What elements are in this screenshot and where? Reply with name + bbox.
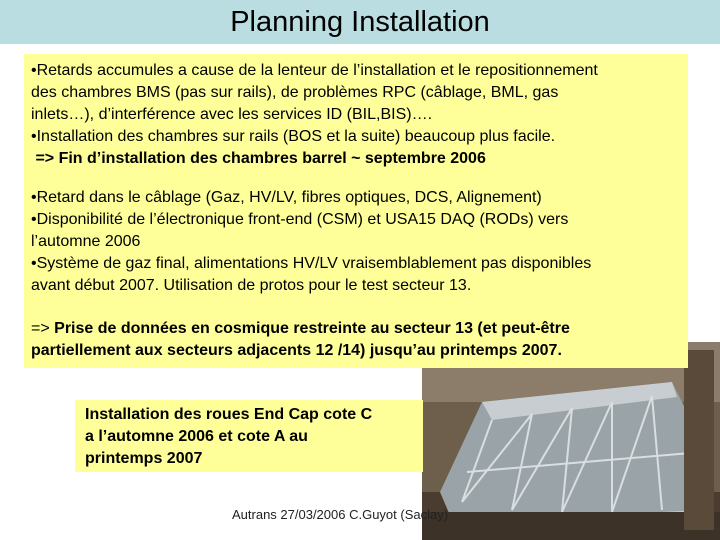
slide-title: Planning Installation bbox=[230, 6, 490, 38]
paragraph-1-line: •Installation des chambres sur rails (BOS et la suite) beaucoup plus facile. bbox=[31, 128, 556, 145]
note-line: printemps 2007 bbox=[85, 450, 203, 467]
paragraph-2 bbox=[31, 187, 591, 297]
paragraph-2-line: •Système de gaz final, alimentations HV/LV vraisemblablement pas disponibles bbox=[31, 255, 592, 272]
paragraph-1-line: inlets…), d’interférence avec les services ID (BIL,BIS)…. bbox=[31, 106, 433, 123]
paragraph-1-conclusion: => Fin d’installation des chambres barrel ~ septembre 2006 bbox=[31, 150, 486, 167]
note-text bbox=[85, 404, 372, 470]
paragraph-1-line: •Retards accumules a cause de la lenteur de l’installation et le repositionnement bbox=[31, 62, 598, 79]
paragraph-1 bbox=[31, 60, 598, 170]
paragraph-2-line: •Retard dans le câblage (Gaz, HV/LV, fibres optiques, DCS, Alignement) bbox=[31, 189, 542, 206]
paragraph-2-line: •Disponibilité de l’électronique front-end (CSM) et USA15 DAQ (RODs) vers bbox=[31, 211, 569, 228]
paragraph-1-line: des chambres BMS (pas sur rails), de problèmes RPC (câblage, BML, gas bbox=[31, 84, 559, 101]
paragraph-3-prefix: => bbox=[31, 320, 55, 337]
paragraph-3 bbox=[31, 318, 570, 362]
paragraph-3-line: partiellement aux secteurs adjacents 12 /14) jusqu’au printemps 2007. bbox=[31, 342, 562, 359]
paragraph-2-line: l’automne 2006 bbox=[31, 233, 141, 250]
installation-photo bbox=[422, 342, 720, 540]
paragraph-3-line: Prise de données en cosmique restreinte au secteur 13 (et peut-être bbox=[54, 320, 570, 337]
footer-text: Autrans 27/03/2006 C.Guyot (Saclay) bbox=[232, 507, 449, 522]
note-line: a l’automne 2006 et cote A au bbox=[85, 428, 308, 445]
paragraph-2-line: avant début 2007. Utilisation de protos pour le test secteur 13. bbox=[31, 277, 472, 294]
note-line: Installation des roues End Cap cote C bbox=[85, 406, 373, 423]
